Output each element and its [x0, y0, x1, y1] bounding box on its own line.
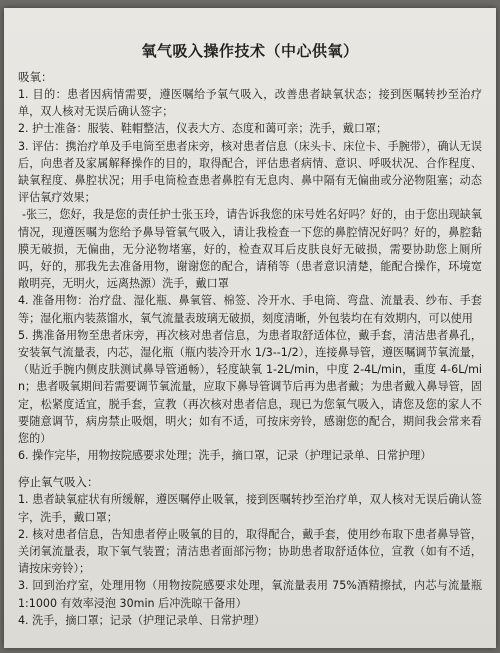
step-dialogue: -张三，您好，我是您的责任护士张玉玲，请告诉我您的床号姓名好吗？好的，由于您出现缺氧情况，现遵医嘱为您给予鼻导管氧气吸入，请让我检查一下您的鼻腔情况好吗？好的，鼻腔黏膜无破损，无偏曲，无分泌物堵塞，好的，检查双耳后皮肤良好无破损，需要协助您上厕所吗，好的，那我先去准备用物，谢谢您的配合，请稍等（患者意识清楚，能配合操作，环境宽敞明亮，无明火，远离热源）洗手，戴口罩: [18, 208, 482, 291]
stop-step-2: 2. 核对患者信息，告知患者停止吸氧的目的，取得配合，戴手套，使用纱布取下患者鼻导管，关闭氧流量表，取下氧气装置；清洁患者面部污物；协助患者取舒适体位，宣教（如有不适，请按床旁铃）；: [18, 527, 482, 576]
section-heading-stop-oxygen: 停止氧气吸入：: [18, 475, 99, 490]
step-purpose: 1. 目的：患者因病情需要，遵医嘱给予氧气吸入，改善患者缺氧状态；接到医嘱转抄至治疗单，双人核对无误后确认签字；: [18, 88, 482, 119]
document-page: [4, 8, 496, 648]
step-assessment: 3. 评估：携治疗单及手电筒至患者床旁，核对患者信息（床头卡、床位卡、手腕带），确认无误后，向患者及家属解释操作的目的，取得配合，评估患者病情、意识、呼吸状况、合作程度、缺氧程度、鼻腔状况；用手电筒检查患者鼻腔有无息肉、鼻中隔有无偏曲或分泌物阻塞；动态评估氧疗效果；: [18, 139, 482, 205]
document-title: 氧气吸入操作技术（中心供氧）: [141, 42, 359, 60]
step-procedure: 5. 携准备用物至患者床旁，再次核对患者信息，为患者取舒适体位，戴手套，清洁患者鼻孔，安装氧气流量表，内芯，湿化瓶（瓶内装冷开水 1/3--1/2），连接鼻导管，遵医嘱调节氧流量，（贴近手腕内侧皮肤测试鼻导管通畅），轻度缺氧 1-2L/min，中度 2-4L/min，重度 4-6L/min；患者吸氧期间若需要调节氧流量，应取下鼻导管调节后再为患者戴；为患者戴入鼻导管，固定，松紧度适宜，脱手套，宣教（再次核对患者信息，现已为您氧气吸入，请您及您的家人不要随意调节，病房禁止吸烟，明火；如有不适，可按床旁铃，感谢您的配合，期间我会常来看您的）: [18, 328, 482, 446]
stop-step-3: 3. 回到治疗室，处理用物（用物按院感要求处理，氧流量表用 75%酒精擦拭，内芯与流量瓶 1:1000 有效率浸泡 30min 后冲洗晾干备用）: [18, 579, 482, 610]
section-heading-oxygen: 吸氧：: [18, 70, 53, 84]
step-finish: 6. 操作完毕，用物按院感要求处理；洗手，摘口罩，记录（护理记录单、日常护理）: [18, 449, 432, 463]
step-nurse-prep: 2. 护士准备：服装、鞋帽整洁，仪表大方、态度和蔼可亲；洗手，戴口罩；: [18, 122, 388, 136]
stop-step-4: 4. 洗手，摘口罩；记录（护理记录单、日常护理）: [18, 613, 266, 627]
step-supplies: 4. 准备用物：治疗盘、湿化瓶、鼻氧管、棉签、冷开水、手电筒、弯盘、流量表、纱布、手套等；湿化瓶内装蒸馏水，氧气流量表玻璃无破损，刻度清晰，外包装均在有效期内，可以使用: [18, 294, 482, 325]
stop-step-1: 1. 患者缺氧症状有所缓解，遵医嘱停止吸氧，接到医嘱转抄至治疗单，双人核对无误后确认签字，洗手，戴口罩；: [18, 493, 482, 524]
